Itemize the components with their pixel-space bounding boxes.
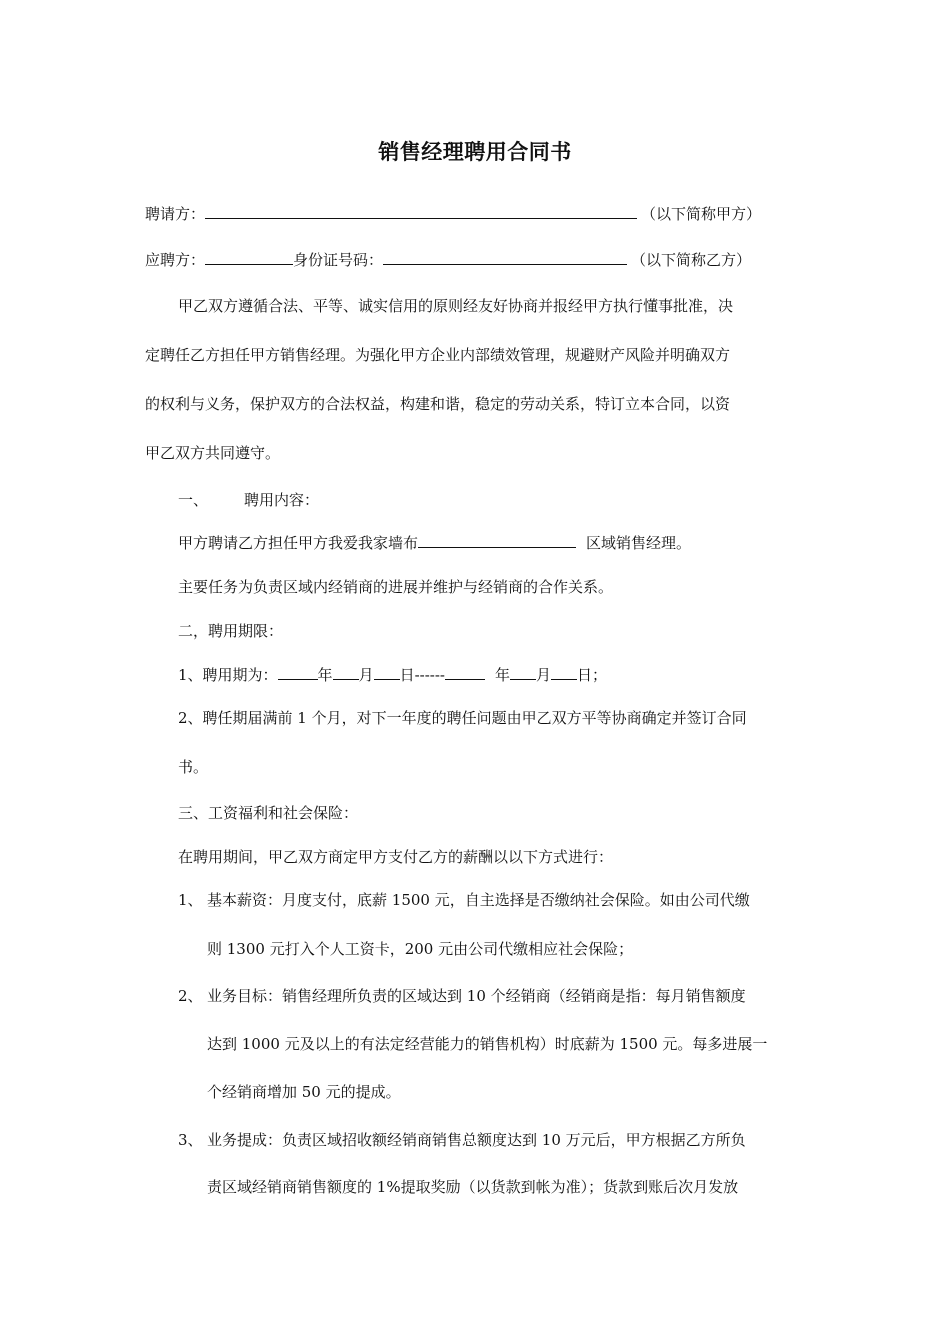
- party-a-line: [145, 204, 761, 224]
- term-label: 1、聘用期为：: [178, 666, 278, 684]
- end-day-field[interactable]: [551, 665, 577, 680]
- section-3-item-2-line-2: 达到 1000 元及以上的有法定经营能力的销售机构）时底薪为 1500 元。每多进展一: [207, 1035, 768, 1053]
- section-3-intro: 在聘用期间，甲乙双方商定甲方支付乙方的薪酬以以下方式进行：: [178, 848, 614, 866]
- start-year-label: 年: [317, 666, 333, 684]
- item-1-text-1: 基本薪资：月度支付，底薪 1500 元，自主选择是否缴纳社会保险。如由公司代缴: [207, 891, 750, 909]
- section-3-item-2-line-3: 个经销商增加 50 元的提成。: [207, 1083, 401, 1101]
- date-range-dashes: ------: [414, 666, 446, 684]
- section-1-line-2: 主要任务为负责区域内经销商的进展并维护与经销商的合作关系。: [178, 578, 614, 596]
- intro-line-3: 的权利与义务，保护双方的合法权益，构建和谐，稳定的劳动关系，特订立本合同，以资: [145, 395, 731, 413]
- section-2-item-2-line-2: 书。: [178, 758, 209, 776]
- party-b-line: [145, 250, 751, 270]
- party-b-id-field[interactable]: [383, 250, 627, 265]
- party-a-suffix: （以下简称甲方）: [641, 205, 762, 223]
- section-1-heading: 聘用内容：: [244, 491, 320, 509]
- section-1-heading-line: [178, 490, 319, 510]
- section-2-heading: 二，聘用期限：: [178, 622, 284, 640]
- intro-line-2: 定聘任乙方担任甲方销售经理。为强化甲方企业内部绩效管理，规避财产风险并明确双方: [145, 346, 731, 364]
- start-year-field[interactable]: [278, 665, 318, 680]
- section-1-line-1-suffix: 区域销售经理。: [586, 534, 692, 552]
- end-year-label: 年: [495, 666, 511, 684]
- item-2-number: 2、: [178, 987, 203, 1005]
- start-month-field[interactable]: [333, 665, 359, 680]
- party-a-name-field[interactable]: [205, 204, 637, 219]
- section-3-heading: 三、工资福利和社会保险：: [178, 804, 359, 822]
- section-1-number: 一、: [178, 491, 209, 509]
- intro-line-1: 甲乙双方遵循合法、平等、诚实信用的原则经友好协商并报经甲方执行懂事批准，决: [178, 297, 734, 315]
- party-b-label: 应聘方：: [145, 251, 206, 269]
- start-day-field[interactable]: [374, 665, 400, 680]
- section-1-line-1-prefix: 甲方聘请乙方担任甲方我爱我家墙布: [178, 534, 419, 552]
- end-month-field[interactable]: [510, 665, 536, 680]
- region-field[interactable]: [418, 533, 576, 548]
- item-2-text-1: 业务目标：销售经理所负责的区域达到 10 个经销商（经销商是指：每月销售额度: [207, 987, 746, 1005]
- section-3-item-1-line-2: 则 1300 元打入个人工资卡，200 元由公司代缴相应社会保险；: [207, 940, 634, 958]
- section-1-line-1: [178, 533, 691, 553]
- party-a-label: 聘请方：: [145, 205, 206, 223]
- end-day-label: 日；: [577, 666, 608, 684]
- item-3-number: 3、: [178, 1131, 203, 1149]
- start-day-label: 日: [399, 666, 415, 684]
- document-title: 销售经理聘用合同书: [378, 140, 572, 164]
- end-month-label: 月: [536, 666, 552, 684]
- section-3-item-3-line-2: 责区域经销商销售额度的 1%提取奖励（以货款到帐为准）；货款到账后次月发放: [207, 1178, 739, 1196]
- section-3-item-3-line-1: [178, 1130, 746, 1150]
- section-2-item-1: [178, 665, 607, 685]
- item-1-number: 1、: [178, 891, 203, 909]
- end-year-field[interactable]: [445, 665, 485, 680]
- section-3-item-2-line-1: [178, 986, 746, 1006]
- intro-line-4: 甲乙双方共同遵守。: [145, 444, 281, 462]
- item-3-text-1: 业务提成：负责区域招收额经销商销售总额度达到 10 万元后，甲方根据乙方所负: [207, 1131, 746, 1149]
- section-2-item-2-line-1: 2、聘任期届满前 1 个月，对下一年度的聘任问题由甲乙双方平等协商确定并签订合同: [178, 709, 747, 727]
- party-b-id-label: 身份证号码：: [293, 251, 384, 269]
- start-month-label: 月: [358, 666, 374, 684]
- section-3-item-1-line-1: [178, 890, 750, 910]
- party-b-name-field[interactable]: [205, 250, 293, 265]
- party-b-suffix: （以下简称乙方）: [631, 251, 752, 269]
